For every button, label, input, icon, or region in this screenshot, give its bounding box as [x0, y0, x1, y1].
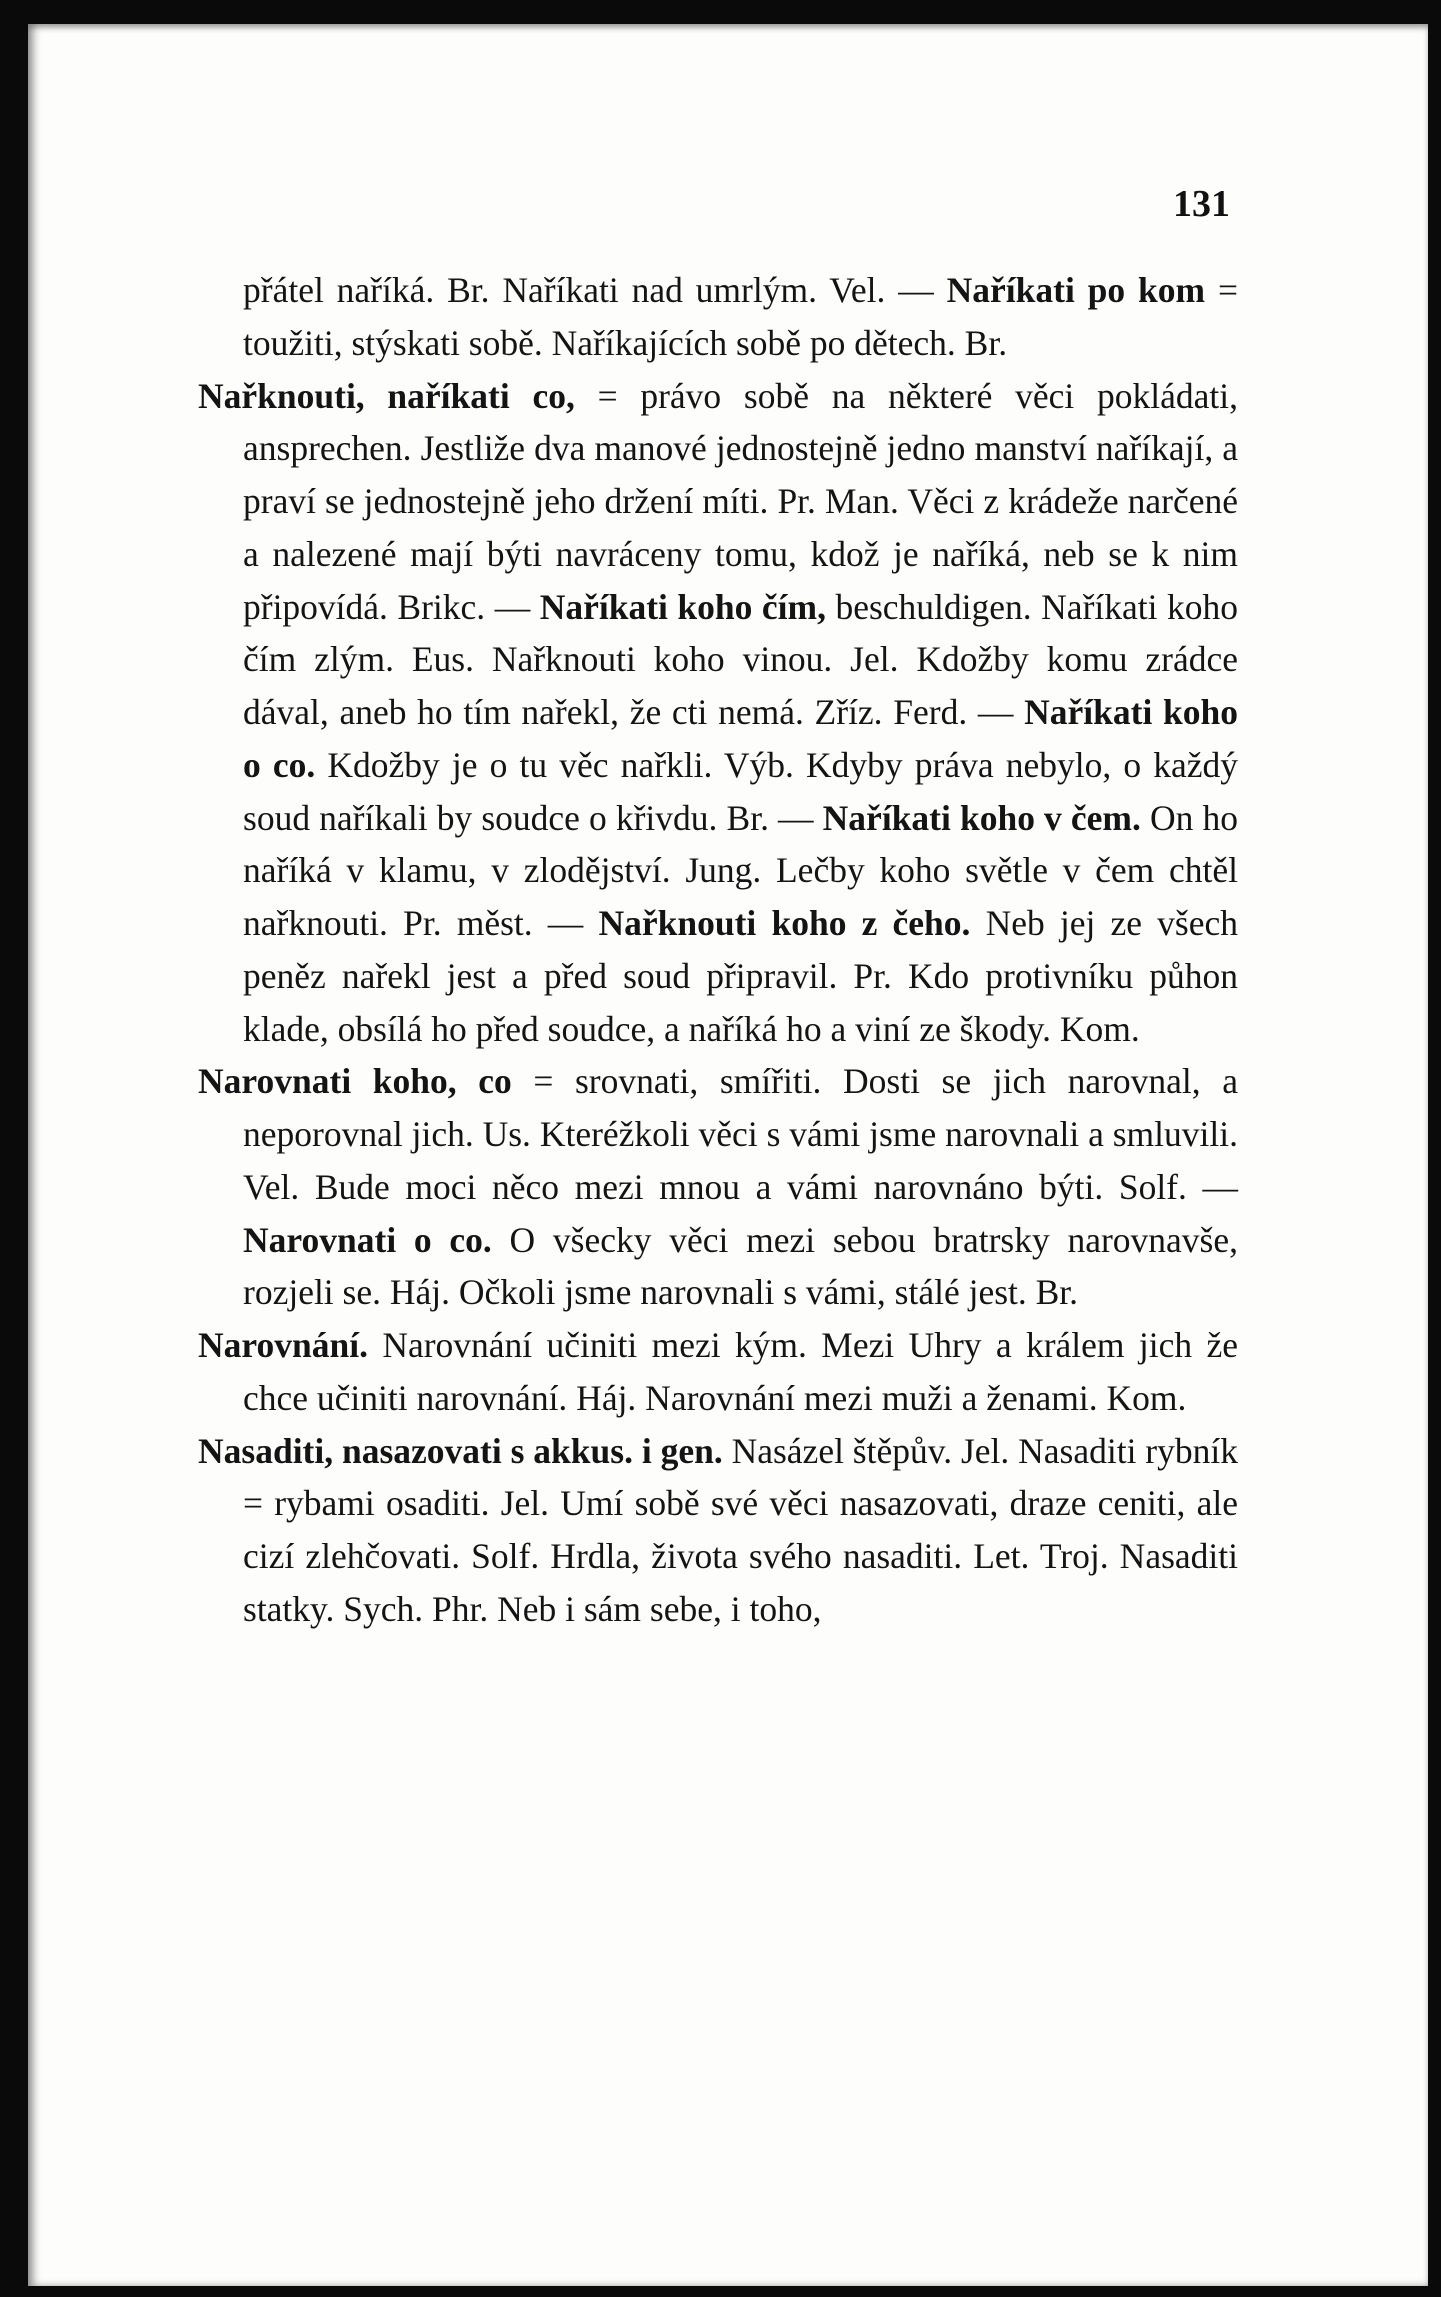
entry-text: Kdožby je o tu věc nařkli. Výb. Kdyby práva nebylo, o každý soud naříkali by soudce o křivdu. Br. — — [243, 744, 1238, 838]
dictionary-text — [198, 264, 1238, 1636]
entry-headword: Narovnati koho, co — [198, 1061, 512, 1102]
entry-subheadword: Narovnati o co. — [243, 1219, 492, 1260]
entry-text: přátel naříká. Br. Naříkati nad umrlým. Vel. — — [243, 270, 947, 310]
entry-narknouti — [198, 370, 1238, 1056]
entry-narovnani — [198, 1319, 1238, 1425]
entry-text: = toužiti, stýskati sobě. Naříkajících sobě po dětech. Br. — [243, 270, 1238, 363]
entry-text: Narovnání učiniti mezi kým. Mezi Uhry a králem jich že chce učiniti narovnání. Háj. Narovnání mezi muži a ženami. Kom. — [243, 1325, 1238, 1418]
entry-nasaditi — [198, 1425, 1238, 1636]
entry-headword: Narovnání. — [198, 1325, 368, 1365]
page-number: 131 — [1173, 183, 1230, 225]
entry-text: = právo sobě na některé věci pokládati, ansprechen. Jestliže dva manové jednostejně jedno manství naříkají, a praví se jednostejně jeho držení míti. Pr. Man. Věci z krádeže narčené a nalezené mají býti navráceny tomu, kdož je naříká, neb se k nim připovídá. Brikc. — — [243, 375, 1238, 627]
entry-text: Neb jej ze všech peněz nařekl jest a před soud připravil. Pr. Kdo protivníku půhon klade, obsílá ho před soudce, a naříká ho a viní ze škody. Kom. — [243, 903, 1239, 1049]
entry-subheadword: Naříkati koho v čem. — [822, 797, 1141, 838]
entry-text: Nasázel štěpův. Jel. Nasaditi rybník = rybami osaditi. Jel. Umí sobě své věci nasazovati, draze ceniti, ale cizí zlehčovati. Solf. Hrdla, života svého nasaditi. Let. Troj. Nasaditi statky. Sych. Phr. Neb i sám sebe, i toho, — [243, 1430, 1238, 1629]
entry-text: = srovnati, smířiti. Dosti se jich narovnal, a neporovnal jich. Us. Kteréžkoli věci s vámi jsme narovnali a smluvili. Vel. Bude moci něco mezi mnou a vámi narovnáno býti. Solf. — — [243, 1061, 1238, 1207]
entry-text: beschuldigen. Naříkati koho čím zlým. Eus. Nařknouti koho vinou. Jel. Kdožby komu zrádce dával, aneb ho tím nařekl, že cti nemá. Zříz. Ferd. — — [243, 586, 1238, 732]
entry-headword: Nasaditi, nasazovati s akkus. i gen. — [198, 1430, 723, 1471]
entry-narovnati — [198, 1055, 1238, 1319]
entry-headword: Naříkati po kom — [946, 270, 1206, 310]
entry-subheadword: Nařknouti koho z čeho. — [598, 903, 971, 943]
entry-headword: Nařknouti, naříkati co, — [198, 375, 575, 416]
entry-subheadword: Naříkati koho čím, — [539, 586, 826, 627]
book-page — [28, 24, 1428, 2286]
entry-text: On ho naříká v klamu, v zlodějství. Jung. Lečby koho světle v čem chtěl nařknouti. Pr. měst. — — [243, 797, 1238, 943]
entry-subheadword: Naříkati koho o co. — [243, 692, 1239, 785]
entry-continuation — [198, 264, 1238, 370]
entry-text: O všecky věci mezi sebou bratrsky narovnavše, rozjeli se. Háj. Očkoli jsme narovnali s vámi, stálé jest. Br. — [243, 1219, 1238, 1313]
